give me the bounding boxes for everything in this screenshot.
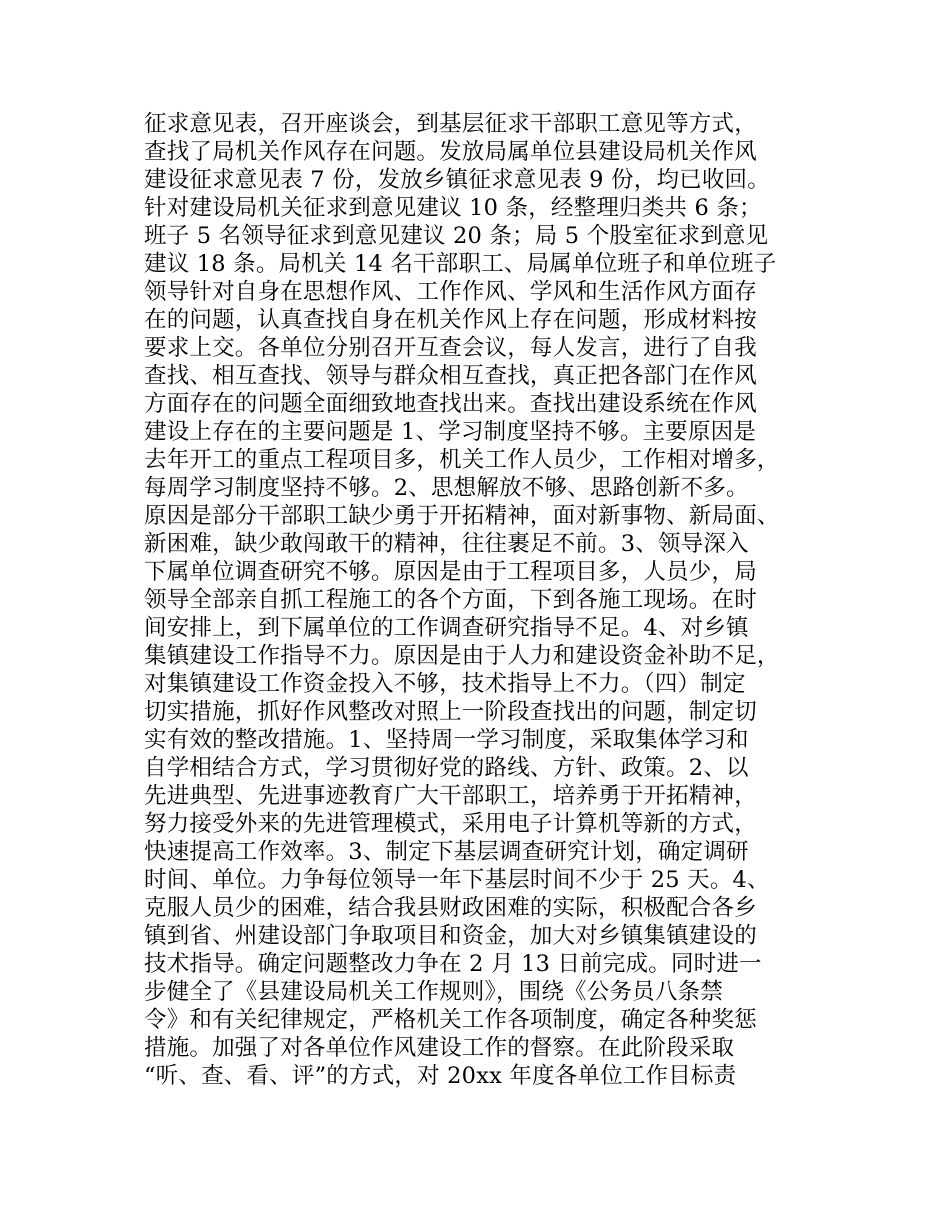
text-line: 查找了局机关作风存在问题。发放局属单位县建设局机关作风: [144, 139, 757, 165]
body-text: [144, 110, 844, 1090]
text-line: 下属单位调查研究不够。原因是由于工程项目多，人员少，局: [144, 559, 757, 585]
text-line: 新困难，缺少敢闯敢干的精神，往往裹足不前。3、领导深入: [144, 531, 749, 557]
text-line: 切实措施，抓好作风整改对照上一阶段查找出的问题，制定切: [144, 699, 757, 725]
text-line: 要求上交。各单位分别召开互查会议，每人发言，进行了自我: [144, 335, 757, 361]
text-line: 建议 18 条。局机关 14 名干部职工、局属单位班子和单位班子: [144, 251, 777, 277]
text-line: 实有效的整改措施。1、坚持周一学习制度，采取集体学习和: [144, 727, 749, 753]
text-line: 方面存在的问题全面细致地查找出来。查找出建设系统在作风: [144, 391, 757, 417]
text-line: 先进典型、先进事迹教育广大干部职工，培养勇于开拓精神，: [144, 783, 757, 809]
text-line: “听、查、看、评”的方式，对 20xx 年度各单位工作目标责: [144, 1063, 737, 1089]
text-line: 镇到省、州建设部门争取项目和资金，加大对乡镇集镇建设的: [144, 923, 757, 949]
text-line: 努力接受外来的先进管理模式，采用电子计算机等新的方式，: [144, 811, 757, 837]
text-line: 令》和有关纪律规定，严格机关工作各项制度，确定各种奖惩: [144, 1007, 757, 1033]
text-line: 去年开工的重点工程项目多，机关工作人员少，工作相对增多，: [144, 447, 780, 473]
text-line: 领导全部亲自抓工程施工的各个方面，下到各施工现场。在时: [144, 587, 757, 613]
text-line: 自学相结合方式，学习贯彻好党的路线、方针、政策。2、以: [144, 755, 749, 781]
text-line: 针对建设局机关征求到意见建议 10 条，经整理归类共 6 条；: [144, 195, 762, 221]
text-line: 集镇建设工作指导不力。原因是由于人力和建设资金补助不足，: [144, 643, 780, 669]
text-line: 对集镇建设工作资金投入不够，技术指导上不力。（四）制定: [144, 671, 746, 697]
text-line: 技术指导。确定问题整改力争在 2 月 13 日前完成。同时进一: [144, 951, 762, 977]
text-line: 间安排上，到下属单位的工作调查研究指导不足。4、对乡镇: [144, 615, 749, 641]
text-line: 时间、单位。力争每位领导一年下基层时间不少于 25 天。4、: [144, 867, 770, 893]
text-line: 每周学习制度坚持不够。2、思想解放不够、思路创新不多。: [144, 475, 749, 501]
text-line: 征求意见表，召开座谈会，到基层征求干部职工意见等方式，: [144, 111, 757, 137]
text-line: 查找、相互查找、领导与群众相互查找，真正把各部门在作风: [144, 363, 757, 389]
text-line: 班子 5 名领导征求到意见建议 20 条；局 5 个股室征求到意见: [144, 223, 769, 249]
text-line: 在的问题，认真查找自身在机关作风上存在问题，形成材料按: [144, 307, 757, 333]
text-line: 领导针对自身在思想作风、工作作风、学风和生活作风方面存: [144, 279, 757, 305]
text-line: 建设征求意见表 7 份，发放乡镇征求意见表 9 份，均已收回。: [144, 167, 770, 193]
text-line: 快速提高工作效率。3、制定下基层调查研究计划，确定调研: [144, 839, 749, 865]
text-line: 原因是部分干部职工缺少勇于开拓精神，面对新事物、新局面、: [144, 503, 780, 529]
text-line: 建设上存在的主要问题是 1、学习制度坚持不够。主要原因是: [144, 419, 757, 445]
text-line: 步健全了《县建设局机关工作规则》，围绕《公务员八条禁: [144, 979, 723, 1005]
text-line: 克服人员少的困难，结合我县财政困难的实际，积极配合各乡: [144, 895, 757, 921]
text-line: 措施。加强了对各单位作风建设工作的督察。在此阶段采取: [144, 1035, 735, 1061]
